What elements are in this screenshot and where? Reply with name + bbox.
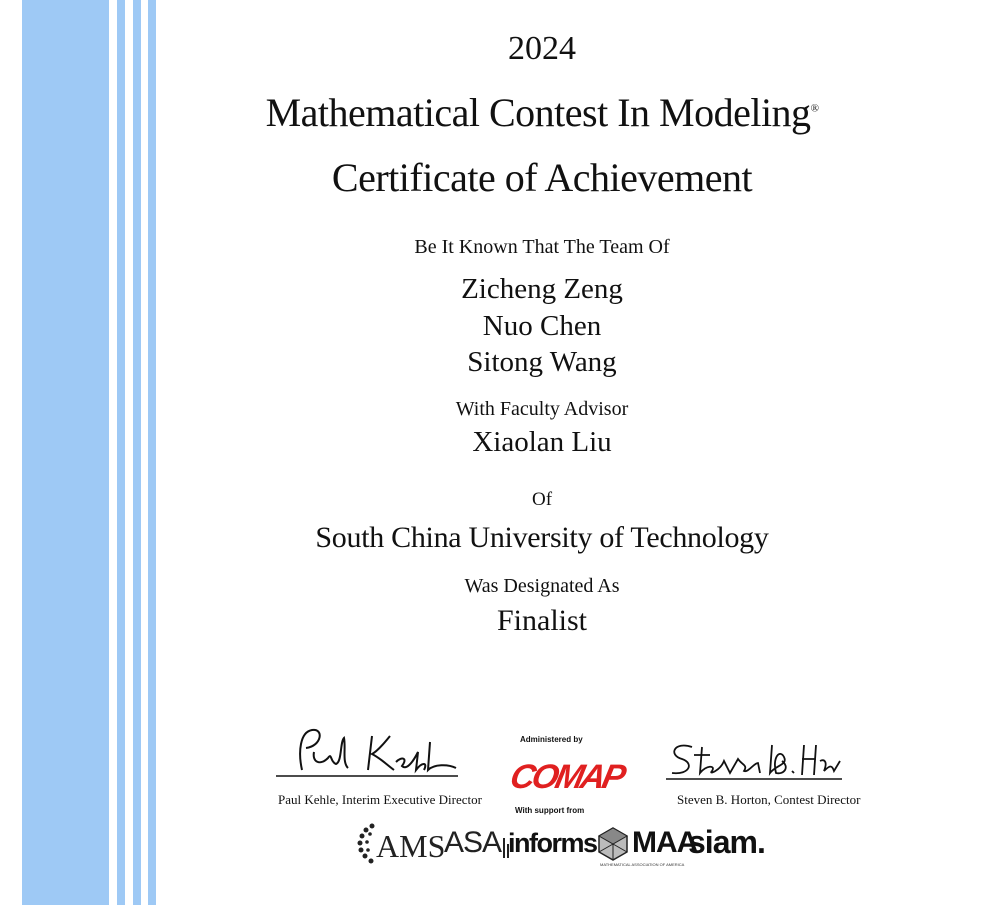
signature-left <box>272 722 462 782</box>
administered-by-label: Administered by <box>520 735 583 744</box>
designation-award: Finalist <box>496 604 587 637</box>
border-stripe <box>148 0 156 905</box>
contest-name <box>156 89 928 136</box>
institution-name: South China University of Technology <box>315 521 769 554</box>
certificate-year: 2024 <box>508 30 576 67</box>
team-intro: Be It Known That The Team Of <box>414 236 670 258</box>
team-member: Sitong Wang <box>467 346 617 378</box>
contest-name-text: Mathematical Contest In Modeling <box>265 90 811 135</box>
maa-logo-subtext: MATHEMATICAL ASSOCIATION OF AMERICA <box>600 862 685 867</box>
handwritten-signature-icon <box>664 735 844 785</box>
informs-logo <box>508 828 597 859</box>
siam-logo-text: siam. <box>688 824 765 860</box>
of-label: Of <box>531 489 553 510</box>
handwritten-signature-icon <box>272 722 462 782</box>
support-from-label: With support from <box>515 806 585 815</box>
border-stripe <box>133 0 141 905</box>
team-member: Zicheng Zeng <box>461 273 623 305</box>
ams-logo-text: AMS <box>376 828 446 864</box>
signature-caption-right: Steven B. Horton, Contest Director <box>677 792 861 807</box>
comap-logo-icon <box>505 748 627 800</box>
registered-mark: ® <box>810 102 819 115</box>
team-member: Nuo Chen <box>482 310 602 342</box>
maa-logo-text: MAA <box>632 826 698 859</box>
comap-logo <box>505 748 627 805</box>
border-band-wide <box>22 0 109 905</box>
advisor-name: Xiaolan Liu <box>472 426 612 458</box>
informs-logo-text: informs <box>508 828 597 858</box>
designation-label: Was Designated As <box>464 575 620 597</box>
signature-caption-left: Paul Kehle, Interim Executive Director <box>278 792 482 807</box>
asa-logo <box>444 826 501 860</box>
siam-logo <box>688 824 765 861</box>
border-stripe <box>117 0 125 905</box>
maa-icosahedron-icon <box>596 826 630 862</box>
signature-right <box>664 735 844 785</box>
advisor-label: With Faculty Advisor <box>455 398 629 420</box>
ams-dots-icon <box>356 822 378 866</box>
comap-logo-text: COMAP <box>506 758 627 796</box>
certificate-title: Certificate of Achievement <box>331 155 753 200</box>
asa-logo-text: ASA <box>444 826 502 859</box>
